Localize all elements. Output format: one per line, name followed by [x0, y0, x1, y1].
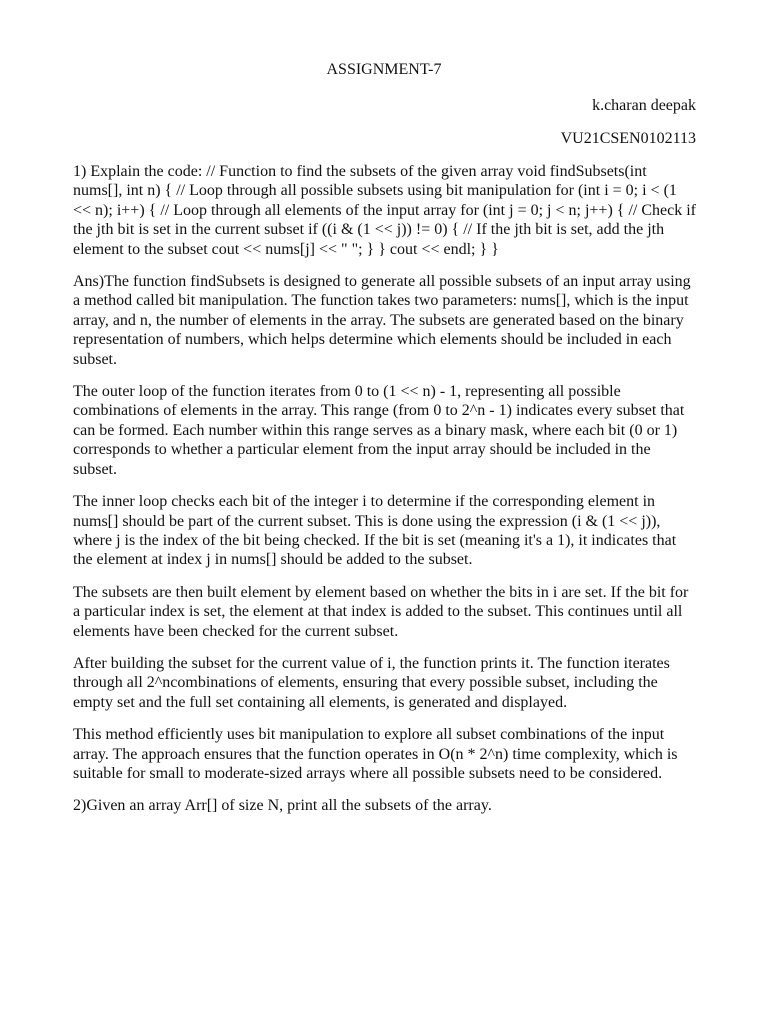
- outer-loop-paragraph: The outer loop of the function iterates from 0 to (1 << n) - 1, representing all possible combinations of elements in the array. This range (from 0 to 2^n - 1) indicates every subset that can be formed. Each number within this range serves as a binary mask, where each bit (0 or 1) corresponds to whether a particular element from the input array should be included in the subset.: [73, 383, 685, 478]
- author-name: k.charan deepak: [592, 97, 696, 114]
- question-2-paragraph: 2)Given an array Arr[] of size N, print all the subsets of the array.: [73, 797, 492, 815]
- document-body: [73, 162, 697, 829]
- inner-loop-paragraph: The inner loop checks each bit of the integer i to determine if the corresponding element in nums[] should be part of the current subset. This is done using the expression (i & (1 << j)), where j is the index of the bit being checked. If the bit is set (meaning it's a 1), it indicates that the element at index j in nums[] should be added to the subset.: [73, 493, 677, 569]
- registration-number: VU21CSEN0102113: [560, 130, 696, 147]
- question-1-paragraph: 1) Explain the code: // Function to find the subsets of the given array void findSubsets(int nums[], int n) { // Loop through all possible subsets using bit manipulation for (int i = 0; i < (1 << n); i++) { // Loop through all elements of the input array for (int j = 0; j < n; j++) { // Check if the jth bit is set in the current subset if ((i & (1 << j)) != 0) { // If the jth bit is set, add the jth element to the subset cout << nums[j] << " "; } } cout << endl; } }: [73, 163, 696, 258]
- assignment-title: ASSIGNMENT-7: [326, 61, 442, 78]
- complexity-paragraph: This method efficiently uses bit manipulation to explore all subset combinations of the input array. The approach ensures that the function operates in O(n * 2^n) time complexity, which is suitable for small to moderate-sized arrays where all possible subsets need to be considered.: [73, 726, 678, 782]
- printing-paragraph: After building the subset for the current value of i, the function prints it. The function iterates through all 2^ncombinations of elements, ensuring that every possible subset, including the empty set and the full set containing all elements, is generated and displayed.: [73, 654, 670, 711]
- subset-building-paragraph: The subsets are then built element by element based on whether the bits in i are set. If the bit for a particular index is set, the element at that index is added to the subset. This continues until all elements have been checked for the current subset.: [73, 583, 689, 640]
- answer-intro-paragraph: Ans)The function findSubsets is designed to generate all possible subsets of an input array using a method called bit manipulation. The function takes two parameters: nums[], which is the input array, and n, the number of elements in the array. The subsets are generated based on the binary representation of numbers, which helps determine which elements should be included in each subset.: [73, 273, 691, 368]
